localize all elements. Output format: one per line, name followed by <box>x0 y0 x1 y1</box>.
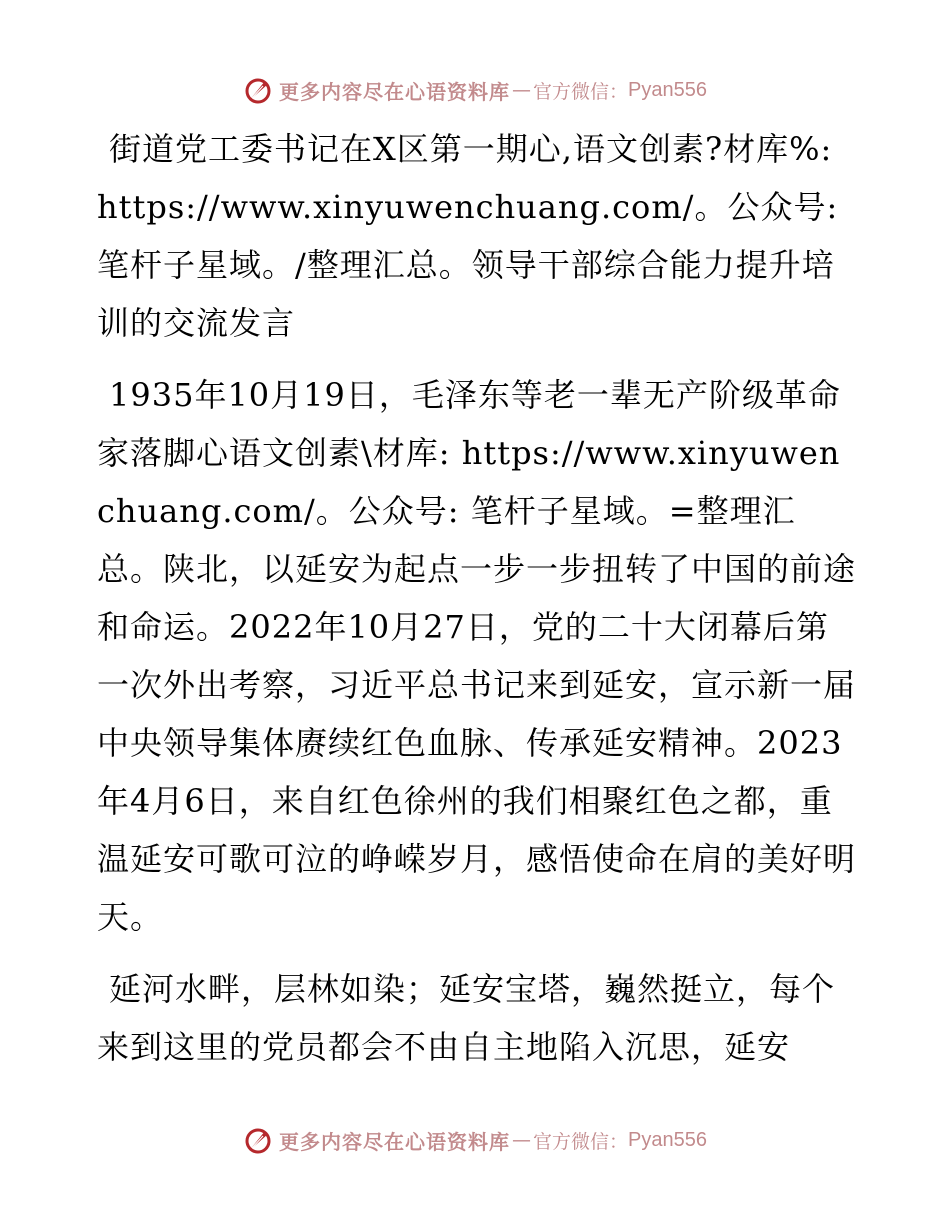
watermark-wechat-id: Pyan556 <box>628 78 707 101</box>
watermark-header <box>0 70 950 110</box>
watermark-wechat-id: Pyan556 <box>628 1128 707 1151</box>
quill-pen-logo-icon <box>243 1125 273 1155</box>
paragraph-yanhe: 延河水畔，层林如染；延安宝塔，巍然挺立，每个来到这里的党员都会不由自主地陷入沉思，延安 <box>97 970 836 1066</box>
watermark-label: 官方微信： <box>533 80 629 103</box>
watermark-brand: 更多内容尽在心语资料库 <box>279 79 510 104</box>
paragraph-intro: 1935年10月19日，毛泽东等老一辈无产阶级革命家落脚心语文创素\材库: https://www.xinyuwenchuang.com/。公众号: 笔杆子星域。=整理汇总。陕北，以延安为起点一步一步扭转了中国的前途和命运。2022年10月27日，党的二十大闭幕后第一次外出考察，习近平总书记来到延安，宣示新一届中央领导集体赓续红色血脉、传承延安精神。2023年4月6日，来自红色徐州的我们相聚红色之都，重温延安可歌可泣的峥嵘岁月，感悟使命在肩的美好明天。 <box>97 376 857 936</box>
paragraph-title: 街道党工委书记在X区第一期心,语文创素?材库%: https://www.xinyuwenchuang.com/。公众号: 笔杆子星域。/整理汇总。领导干部综合能力提升培训的交流发言 <box>97 130 839 342</box>
watermark-separator: — <box>512 1129 531 1151</box>
document-body <box>97 120 857 1076</box>
watermark-separator: — <box>512 79 531 101</box>
watermark-brand: 更多内容尽在心语资料库 <box>279 1129 510 1154</box>
watermark-footer <box>0 1120 950 1160</box>
watermark-label: 官方微信： <box>533 1130 629 1153</box>
quill-pen-logo-icon <box>243 75 273 105</box>
